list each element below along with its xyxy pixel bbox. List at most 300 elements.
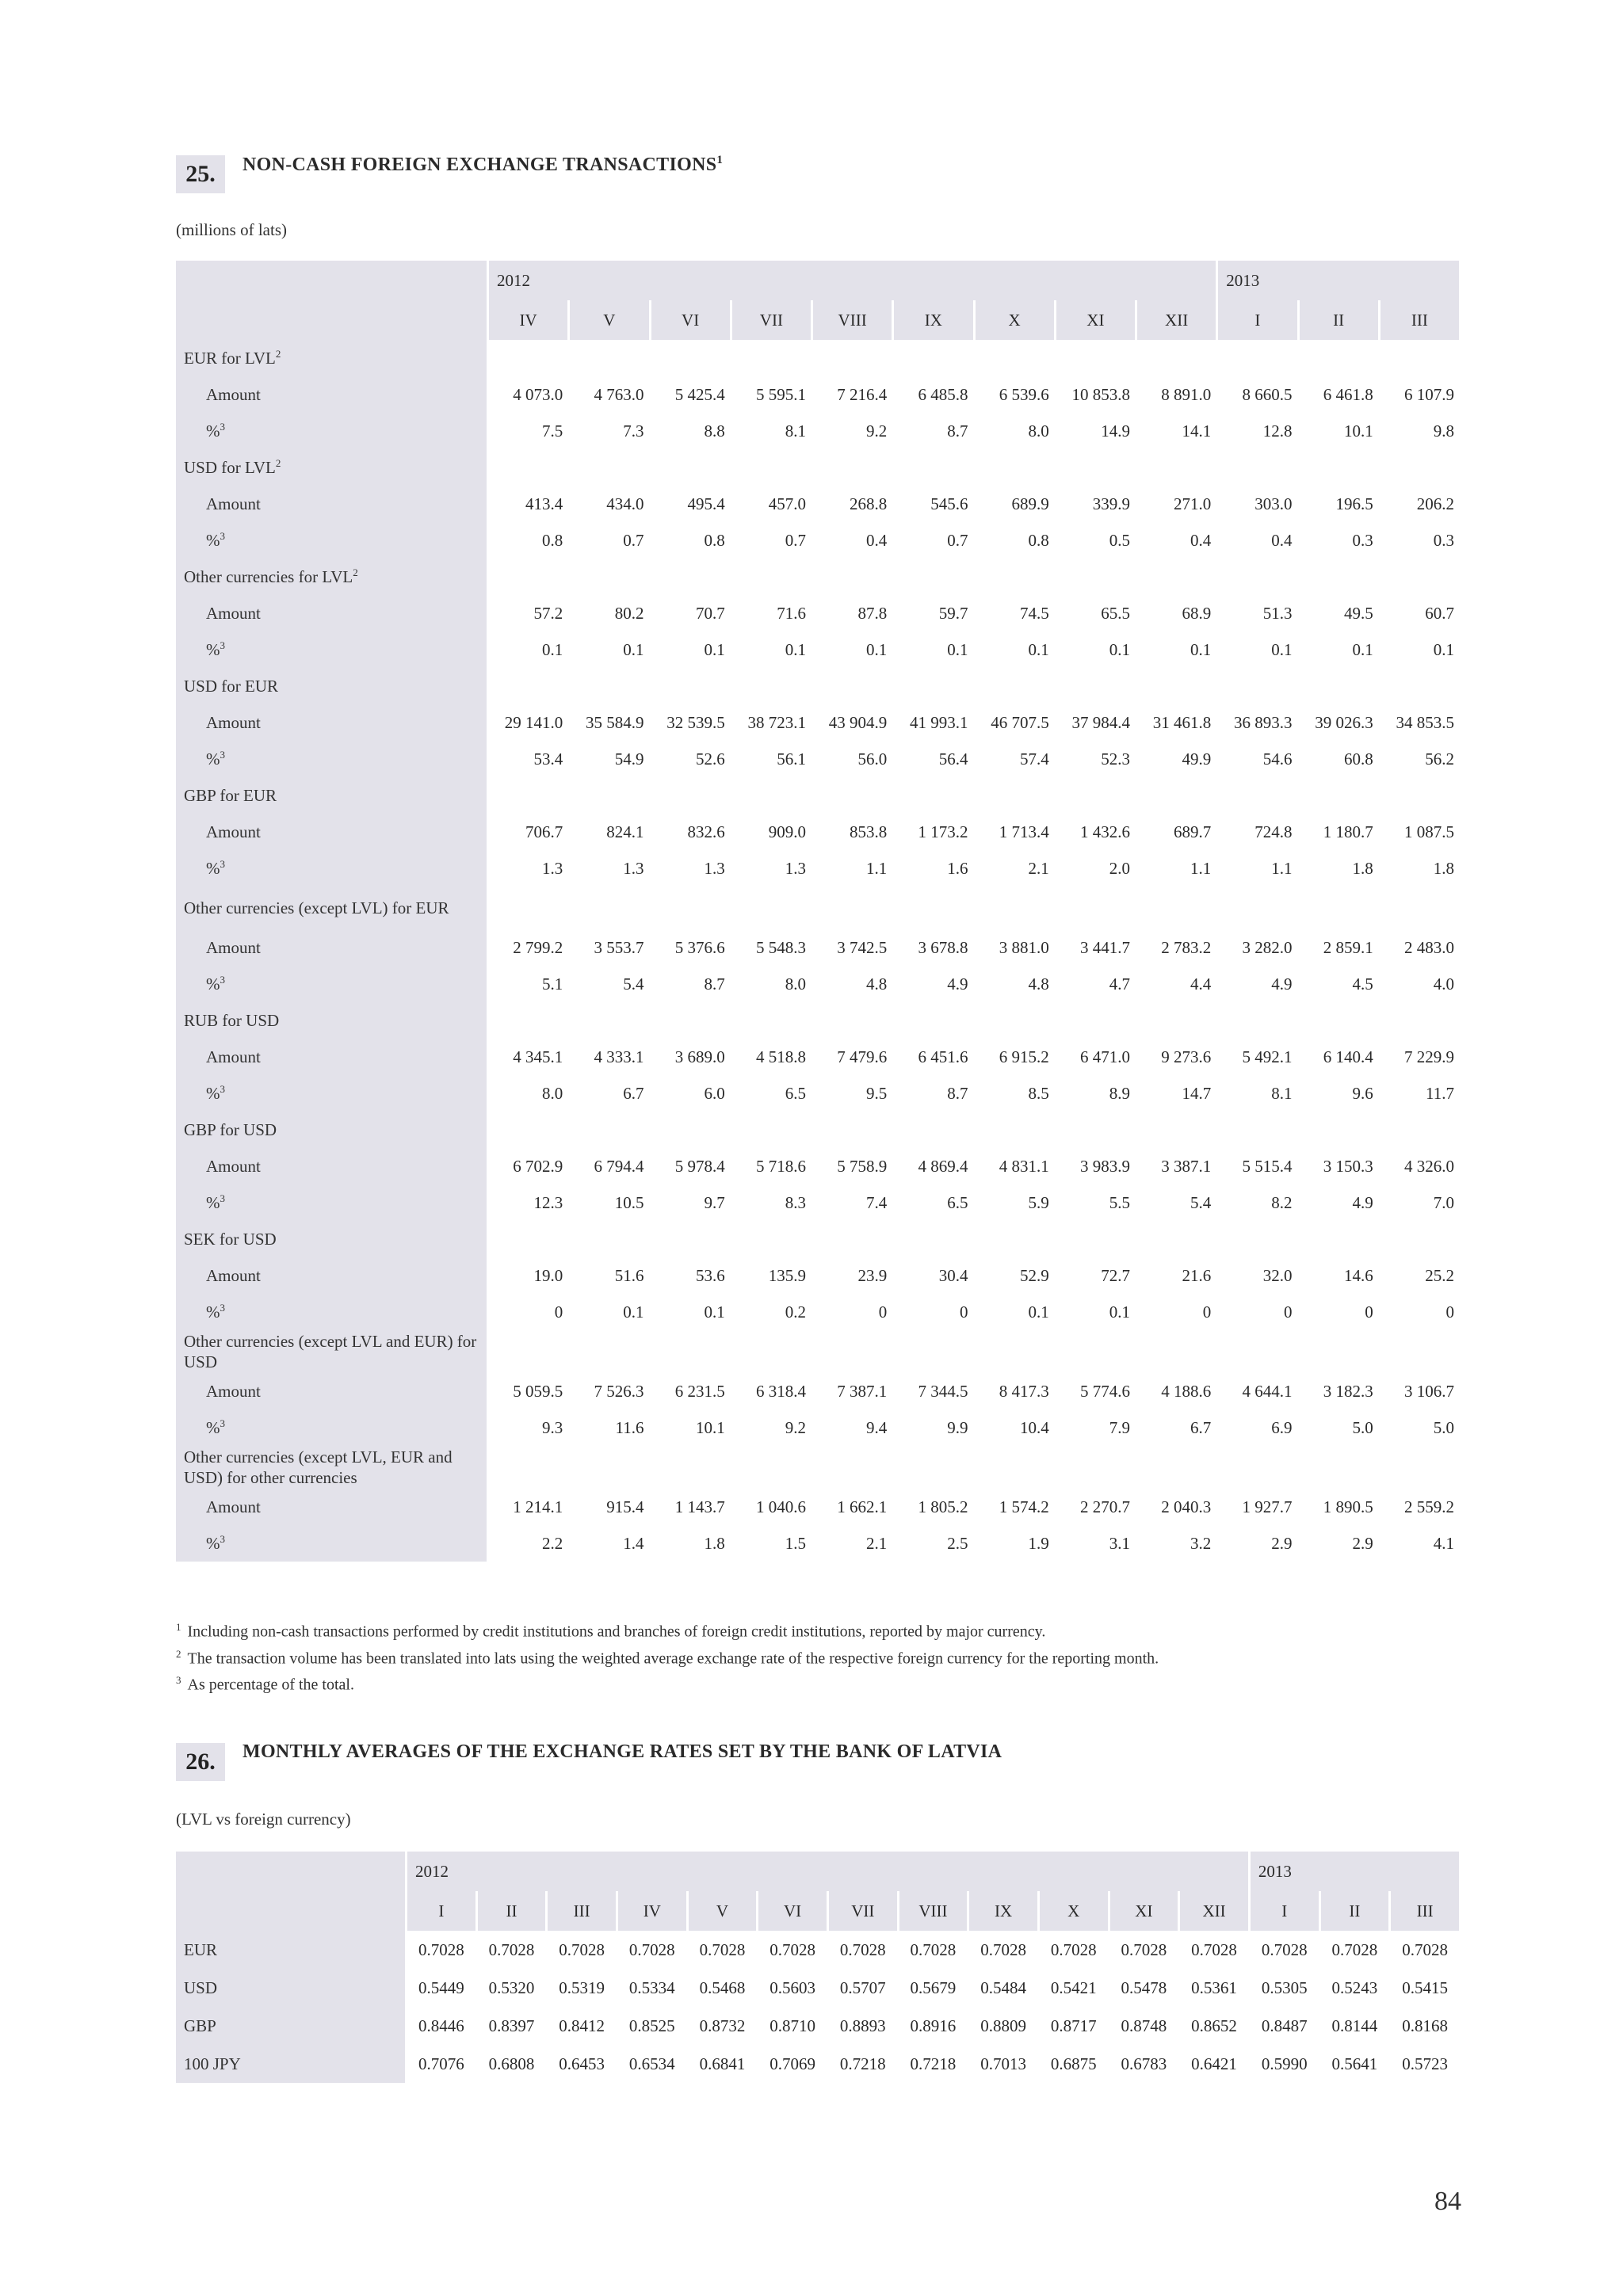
- empty-cell: [813, 1446, 892, 1489]
- empty-cell: [732, 449, 811, 486]
- amount-value: 36 893.3: [1234, 712, 1293, 732]
- percent-value: 8.3: [785, 1192, 806, 1212]
- footnote-mark: 3: [176, 1674, 181, 1687]
- empty-cell: [813, 887, 892, 929]
- amount-value: 80.2: [614, 603, 644, 623]
- empty-cell: [489, 777, 567, 814]
- percent-value: 4.5: [1352, 974, 1373, 994]
- amount-value: 57.2: [533, 603, 563, 623]
- rate-value: 0.8446: [418, 2016, 464, 2035]
- percent-sign: %: [206, 1193, 220, 1212]
- rate-value: 0.7028: [910, 1939, 957, 1959]
- empty-cell: [651, 1446, 730, 1489]
- amount-value: 1 574.2: [999, 1497, 1049, 1516]
- percent-value: 0.1: [785, 639, 806, 659]
- amount-value: 49.5: [1344, 603, 1373, 623]
- amount-value: 853.8: [850, 822, 888, 841]
- amount-label: Amount: [176, 486, 487, 522]
- amount-value: 4 518.8: [756, 1047, 806, 1066]
- percent-value: 2.5: [947, 1533, 968, 1553]
- month-header: VII: [732, 300, 811, 340]
- empty-cell: [1381, 1002, 1459, 1039]
- month-header: VIII: [899, 1891, 968, 1931]
- percent-value: 4.7: [1109, 974, 1130, 994]
- empty-cell: [1056, 340, 1135, 376]
- amount-value: 6 318.4: [756, 1381, 806, 1401]
- empty-cell: [651, 887, 730, 929]
- amount-value: 2 040.3: [1161, 1497, 1212, 1516]
- amount-row: [176, 814, 1459, 850]
- currency-label: 100 JPY: [176, 2045, 405, 2083]
- percent-value: 8.0: [1028, 421, 1049, 441]
- empty-cell: [1056, 1002, 1135, 1039]
- amount-value: 74.5: [1020, 603, 1049, 623]
- empty-cell: [1381, 777, 1459, 814]
- empty-cell: [976, 1446, 1054, 1489]
- amount-value: 9 273.6: [1161, 1047, 1212, 1066]
- percent-sign: %: [206, 640, 220, 659]
- percent-value: 2.0: [1109, 858, 1130, 878]
- empty-cell: [651, 1112, 730, 1148]
- empty-cell: [1218, 777, 1296, 814]
- amount-value: 52.9: [1020, 1265, 1049, 1285]
- category-label: [176, 449, 487, 486]
- amount-value: 4 869.4: [918, 1156, 968, 1176]
- percent-value: 5.0: [1433, 1417, 1454, 1437]
- amount-value: 915.4: [606, 1497, 644, 1516]
- amount-value: 21.6: [1182, 1265, 1212, 1285]
- percent-value: 0.1: [947, 639, 968, 659]
- percent-value: 2.1: [1028, 858, 1049, 878]
- empty-cell: [1300, 887, 1378, 929]
- percent-value: 5.5: [1109, 1192, 1130, 1212]
- footnote-mark: 3: [220, 749, 225, 761]
- percent-value: 0.1: [704, 1302, 725, 1322]
- percent-value: 5.4: [1190, 1192, 1212, 1212]
- month-header: X: [976, 300, 1054, 340]
- amount-value: 268.8: [850, 494, 888, 513]
- category-row: [176, 559, 1459, 595]
- amount-value: 23.9: [857, 1265, 888, 1285]
- amount-value: 3 150.3: [1323, 1156, 1373, 1176]
- empty-cell: [813, 1221, 892, 1257]
- percent-value: 4.1: [1433, 1533, 1454, 1553]
- amount-value: 41 993.1: [910, 712, 968, 732]
- footnote: [176, 1669, 1460, 1696]
- category-label: [176, 1221, 487, 1257]
- amount-row: [176, 1489, 1459, 1525]
- category-name: GBP for USD: [184, 1119, 277, 1139]
- empty-cell: [570, 1112, 648, 1148]
- category-name: USD for LVL: [184, 458, 276, 477]
- month-header: XII: [1180, 1891, 1248, 1931]
- percent-value: 0: [1284, 1302, 1293, 1322]
- month-header: VIII: [813, 300, 892, 340]
- month-header: VI: [651, 300, 730, 340]
- month-header: VII: [829, 1891, 897, 1931]
- category-name: EUR for LVL: [184, 349, 276, 368]
- rate-value: 0.5468: [699, 1978, 746, 1997]
- amount-value: 135.9: [768, 1265, 806, 1285]
- amount-value: 1 173.2: [918, 822, 968, 841]
- percent-value: 1.1: [1271, 858, 1293, 878]
- percent-value: 10.1: [696, 1417, 725, 1437]
- amount-row: [176, 376, 1459, 413]
- empty-cell: [1137, 1446, 1216, 1489]
- category-label: [176, 887, 487, 929]
- empty-cell: [894, 340, 972, 376]
- amount-value: 60.7: [1425, 603, 1454, 623]
- rate-value: 0.7028: [839, 1939, 886, 1959]
- empty-cell: [732, 559, 811, 595]
- percent-value: 56.1: [777, 749, 806, 769]
- rate-value: 0.8525: [628, 2016, 675, 2035]
- empty-cell: [1218, 1221, 1296, 1257]
- percent-value: 6.5: [785, 1083, 806, 1103]
- empty-cell: [813, 777, 892, 814]
- amount-row: [176, 1373, 1459, 1409]
- rate-value: 0.7069: [769, 2054, 815, 2073]
- rate-value: 0.7028: [769, 1939, 815, 1959]
- percent-value: 0.1: [1433, 639, 1454, 659]
- percent-value: 0.3: [1352, 530, 1373, 550]
- empty-cell: [1056, 1112, 1135, 1148]
- amount-value: 3 678.8: [918, 937, 968, 957]
- corner-cell: [176, 261, 487, 340]
- percent-value: 0.4: [1271, 530, 1293, 550]
- amount-value: 7 216.4: [837, 384, 888, 404]
- percent-value: 52.6: [696, 749, 725, 769]
- rate-value: 0.7028: [628, 1939, 675, 1959]
- percent-sign: %: [206, 421, 220, 441]
- percent-value: 3.1: [1109, 1533, 1130, 1553]
- rate-value: 0.8652: [1191, 2016, 1237, 2035]
- rate-value: 0.7028: [1191, 1939, 1237, 1959]
- amount-value: 2 799.2: [513, 937, 563, 957]
- footnote-mark: 3: [220, 639, 225, 651]
- empty-cell: [570, 777, 648, 814]
- amount-value: 724.8: [1254, 822, 1293, 841]
- amount-value: 51.3: [1262, 603, 1293, 623]
- rate-value: 0.5243: [1331, 1978, 1378, 1997]
- amount-value: 1 662.1: [837, 1497, 888, 1516]
- category-row: [176, 1221, 1459, 1257]
- section-title: NON-CASH FOREIGN EXCHANGE TRANSACTIONS$^1$: [242, 154, 724, 175]
- amount-row: [176, 486, 1459, 522]
- amount-value: 5 515.4: [1242, 1156, 1293, 1176]
- amount-label: Amount: [176, 704, 487, 741]
- rate-value: 0.6841: [699, 2054, 746, 2073]
- amount-value: 434.0: [606, 494, 644, 513]
- empty-cell: [894, 777, 972, 814]
- category-row: [176, 1112, 1459, 1148]
- empty-cell: [894, 1112, 972, 1148]
- empty-cell: [894, 887, 972, 929]
- currency-row: [176, 1969, 1459, 2007]
- empty-cell: [976, 449, 1054, 486]
- percent-value: 4.0: [1433, 974, 1454, 994]
- empty-cell: [813, 449, 892, 486]
- percent-row: [176, 741, 1459, 777]
- amount-value: 1 087.5: [1404, 822, 1454, 841]
- empty-cell: [1300, 340, 1378, 376]
- rate-value: 0.6534: [628, 2054, 675, 2073]
- empty-cell: [1056, 777, 1135, 814]
- amount-value: 6 231.5: [674, 1381, 725, 1401]
- amount-value: 2 270.7: [1080, 1497, 1130, 1516]
- currency-row: [176, 2007, 1459, 2045]
- percent-label: [176, 1409, 487, 1446]
- empty-cell: [976, 887, 1054, 929]
- amount-value: 25.2: [1425, 1265, 1454, 1285]
- percent-row: [176, 631, 1459, 668]
- percent-value: 7.3: [623, 421, 644, 441]
- empty-cell: [1381, 668, 1459, 704]
- empty-cell: [976, 1002, 1054, 1039]
- amount-value: 37 984.4: [1071, 712, 1130, 732]
- empty-cell: [489, 1221, 567, 1257]
- rate-value: 0.5421: [1050, 1978, 1097, 1997]
- percent-value: 5.9: [1028, 1192, 1049, 1212]
- empty-cell: [732, 340, 811, 376]
- empty-cell: [651, 777, 730, 814]
- percent-value: 8.8: [704, 421, 725, 441]
- percent-value: 54.6: [1262, 749, 1293, 769]
- rate-value: 0.8732: [699, 2016, 746, 2035]
- footnote-text: Including non-cash transactions performed by credit institutions and branches of foreign credit institutions, reported by major currency.: [187, 1623, 1046, 1641]
- amount-value: 7 479.6: [837, 1047, 888, 1066]
- amount-label: Amount: [176, 1148, 487, 1184]
- rate-value: 0.5361: [1191, 1978, 1237, 1997]
- amount-value: 35 584.9: [586, 712, 644, 732]
- percent-value: 4.8: [1028, 974, 1049, 994]
- exchange-rates-table: [174, 1852, 1461, 2083]
- amount-value: 1 143.7: [674, 1497, 725, 1516]
- percent-value: 0: [554, 1302, 563, 1322]
- month-header: X: [1040, 1891, 1108, 1931]
- amount-value: 46 707.5: [991, 712, 1049, 732]
- percent-value: 0.2: [785, 1302, 806, 1322]
- empty-cell: [732, 1002, 811, 1039]
- empty-cell: [1056, 449, 1135, 486]
- amount-value: 6 539.6: [999, 384, 1049, 404]
- amount-value: 3 387.1: [1161, 1156, 1212, 1176]
- percent-row: [176, 522, 1459, 559]
- amount-value: 5 548.3: [756, 937, 806, 957]
- amount-value: 4 073.0: [513, 384, 563, 404]
- percent-row: [176, 850, 1459, 887]
- footnote: [176, 1616, 1460, 1643]
- rate-value: 0.8412: [559, 2016, 605, 2035]
- amount-row: [176, 704, 1459, 741]
- empty-cell: [1056, 1446, 1135, 1489]
- footnote-mark: 2: [353, 566, 358, 578]
- empty-cell: [1137, 887, 1216, 929]
- amount-value: 3 106.7: [1404, 1381, 1454, 1401]
- amount-value: 545.6: [930, 494, 968, 513]
- percent-sign: %: [206, 1534, 220, 1553]
- amount-value: 1 805.2: [918, 1497, 968, 1516]
- percent-value: 49.9: [1182, 749, 1212, 769]
- empty-cell: [1381, 887, 1459, 929]
- page-number: 84: [1434, 2187, 1461, 2216]
- rate-value: 0.7028: [1121, 1939, 1167, 1959]
- percent-label: [176, 522, 487, 559]
- amount-value: 32 539.5: [666, 712, 725, 732]
- rate-value: 0.5603: [769, 1978, 815, 1997]
- percent-value: 1.1: [1190, 858, 1212, 878]
- category-name: Other currencies (except LVL, EUR and USD) for other currencies: [184, 1447, 453, 1487]
- percent-sign: %: [206, 974, 220, 994]
- amount-value: 70.7: [696, 603, 725, 623]
- percent-value: 1.4: [623, 1533, 644, 1553]
- year-header: 2013: [1218, 261, 1459, 300]
- empty-cell: [894, 668, 972, 704]
- amount-value: 29 141.0: [504, 712, 563, 732]
- amount-value: 4 831.1: [999, 1156, 1049, 1176]
- percent-value: 1.8: [1433, 858, 1454, 878]
- amount-value: 5 595.1: [756, 384, 806, 404]
- percent-row: [176, 1075, 1459, 1112]
- empty-cell: [489, 1446, 567, 1489]
- percent-value: 5.4: [623, 974, 644, 994]
- amount-label: Amount: [176, 814, 487, 850]
- percent-value: 0: [1202, 1302, 1212, 1322]
- empty-cell: [570, 340, 648, 376]
- rate-value: 0.5320: [488, 1978, 535, 1997]
- rate-value: 0.7028: [559, 1939, 605, 1959]
- amount-value: 68.9: [1182, 603, 1212, 623]
- empty-cell: [489, 1330, 567, 1373]
- amount-value: 1 214.1: [513, 1497, 563, 1516]
- amount-value: 495.4: [687, 494, 725, 513]
- empty-cell: [1218, 559, 1296, 595]
- empty-cell: [651, 340, 730, 376]
- month-header: V: [570, 300, 648, 340]
- rate-value: 0.5723: [1402, 2054, 1448, 2073]
- percent-value: 14.7: [1182, 1083, 1212, 1103]
- month-header: III: [1391, 1891, 1459, 1931]
- category-name: Other currencies for LVL: [184, 567, 353, 586]
- percent-value: 0.1: [1028, 1302, 1049, 1322]
- empty-cell: [813, 559, 892, 595]
- percent-sign: %: [206, 531, 220, 550]
- category-name: GBP for EUR: [184, 785, 277, 805]
- rate-value: 0.8710: [769, 2016, 815, 2035]
- percent-label: [176, 1075, 487, 1112]
- percent-value: 6.5: [947, 1192, 968, 1212]
- empty-cell: [732, 1221, 811, 1257]
- percent-value: 0.1: [1109, 639, 1130, 659]
- rate-value: 0.8168: [1402, 2016, 1448, 2035]
- percent-value: 1.3: [704, 858, 725, 878]
- empty-cell: [570, 668, 648, 704]
- percent-value: 54.9: [614, 749, 644, 769]
- section-number: 26.: [176, 1743, 225, 1781]
- percent-value: 2.2: [542, 1533, 563, 1553]
- amount-value: 6 107.9: [1404, 384, 1454, 404]
- amount-row: [176, 929, 1459, 966]
- category-row: [176, 887, 1459, 929]
- percent-sign: %: [206, 749, 220, 769]
- fx-transactions-table: [174, 261, 1461, 1562]
- empty-cell: [894, 449, 972, 486]
- year-header: 2012: [407, 1852, 1248, 1891]
- amount-value: 1 180.7: [1323, 822, 1373, 841]
- amount-label: Amount: [176, 929, 487, 966]
- rate-value: 0.8144: [1331, 2016, 1378, 2035]
- empty-cell: [1218, 1112, 1296, 1148]
- year-header-row: [176, 261, 1459, 300]
- amount-value: 2 859.1: [1323, 937, 1373, 957]
- amount-value: 1 040.6: [756, 1497, 806, 1516]
- empty-cell: [976, 559, 1054, 595]
- percent-value: 9.9: [947, 1417, 968, 1437]
- percent-value: 60.8: [1344, 749, 1373, 769]
- amount-value: 4 644.1: [1242, 1381, 1293, 1401]
- empty-cell: [732, 1446, 811, 1489]
- amount-value: 3 742.5: [837, 937, 888, 957]
- empty-cell: [894, 1002, 972, 1039]
- footnote-mark: 2: [275, 457, 281, 469]
- amount-value: 689.7: [1174, 822, 1212, 841]
- rate-value: 0.5449: [418, 1978, 464, 1997]
- percent-value: 2.9: [1271, 1533, 1293, 1553]
- percent-value: 1.8: [1352, 858, 1373, 878]
- amount-value: 14.6: [1344, 1265, 1373, 1285]
- percent-value: 0.8: [1028, 530, 1049, 550]
- percent-value: 8.9: [1109, 1083, 1130, 1103]
- percent-value: 14.9: [1101, 421, 1130, 441]
- rate-value: 0.6453: [559, 2054, 605, 2073]
- amount-row: [176, 1257, 1459, 1294]
- percent-value: 6.7: [623, 1083, 644, 1103]
- rate-value: 0.5478: [1121, 1978, 1167, 1997]
- empty-cell: [1300, 1002, 1378, 1039]
- amount-value: 4 763.0: [594, 384, 644, 404]
- empty-cell: [489, 449, 567, 486]
- empty-cell: [976, 1112, 1054, 1148]
- percent-value: 11.6: [615, 1417, 644, 1437]
- footnote-mark: 3: [220, 1192, 225, 1204]
- amount-value: 3 689.0: [674, 1047, 725, 1066]
- percent-label: [176, 850, 487, 887]
- percent-value: 8.7: [704, 974, 725, 994]
- month-header: I: [1218, 300, 1296, 340]
- empty-cell: [1300, 1446, 1378, 1489]
- empty-cell: [489, 887, 567, 929]
- amount-value: 6 794.4: [594, 1156, 644, 1176]
- percent-value: 11.7: [1426, 1083, 1454, 1103]
- amount-value: 4 326.0: [1404, 1156, 1454, 1176]
- amount-value: 706.7: [525, 822, 563, 841]
- amount-value: 2 783.2: [1161, 937, 1212, 957]
- percent-value: 6.7: [1190, 1417, 1212, 1437]
- percent-value: 0.1: [1271, 639, 1293, 659]
- amount-value: 5 492.1: [1242, 1047, 1293, 1066]
- month-header: II: [478, 1891, 546, 1931]
- percent-value: 8.0: [542, 1083, 563, 1103]
- section-25-header: [176, 155, 723, 193]
- section-26-header: [176, 1743, 1002, 1781]
- amount-value: 8 417.3: [999, 1381, 1049, 1401]
- footnote-mark: 3: [220, 1533, 225, 1545]
- empty-cell: [1137, 1002, 1216, 1039]
- rate-value: 0.8893: [839, 2016, 886, 2035]
- percent-sign: %: [206, 1302, 220, 1322]
- percent-value: 4.9: [1352, 1192, 1373, 1212]
- amount-value: 65.5: [1101, 603, 1130, 623]
